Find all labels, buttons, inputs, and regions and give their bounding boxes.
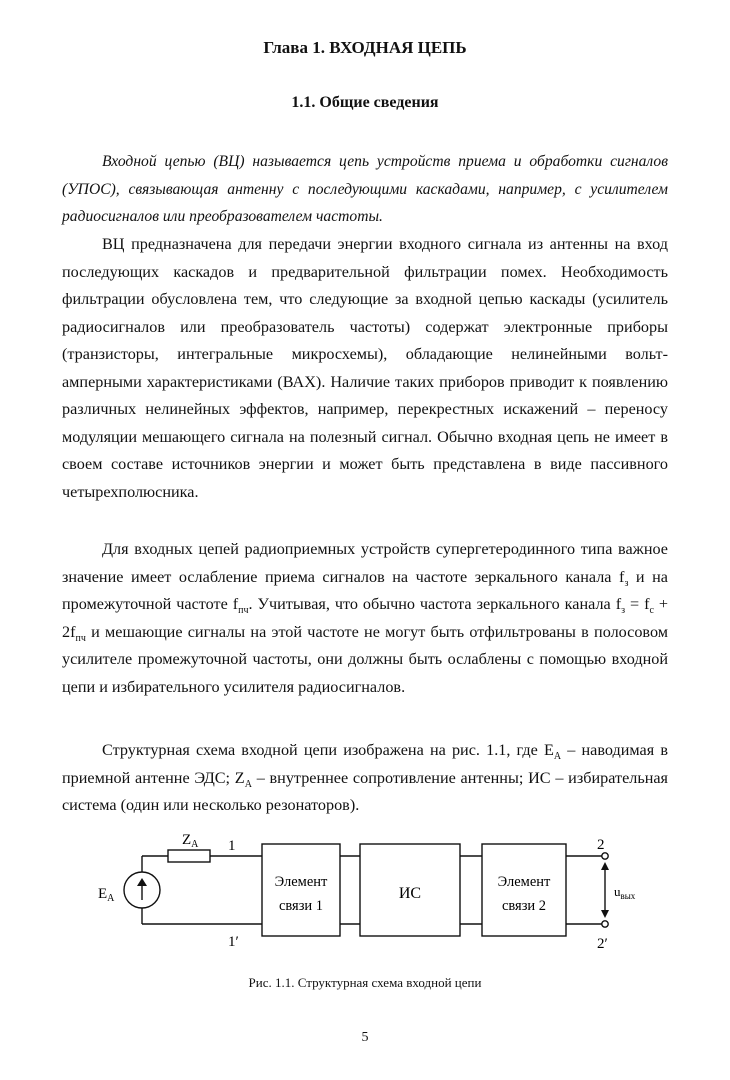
selective-system-label: ИС <box>398 885 422 902</box>
paragraph-purpose: ВЦ предназначена для передачи энергии входного сигнала из антенны на вход последующих каскадов и предварительной фильтрации помех. Необходимость фильтрации обусловлена тем, что следующие за входной цепью каскады (усилитель радиосигналов или преобразователь частоты) содержат электронные приборы (транзисторы, интегральные микросхемы), обладающие нелинейными вольт-амперными характеристиками (ВАХ). Наличие таких приборов приводит к появлению различных нелинейных эффектов, например, перекрестных искажений – переносу модуляции мешающего сигнала на полезный сигнал. Обычно входная цепь не имеет в своем составе источников энергии и может быть представлена в виде пассивного четырехполюсника. <box>62 235 668 501</box>
subscript-pch: пч <box>75 632 86 644</box>
page-number: 5 <box>361 1030 369 1045</box>
subscript-a: A <box>244 778 252 790</box>
section-title: 1.1. Общие сведения <box>291 94 439 111</box>
node-1p-label: 1′ <box>228 934 239 950</box>
arrowhead-down <box>601 910 609 918</box>
paragraph-image-channel <box>62 536 668 701</box>
coupling-block-1-label: связи 1 <box>278 898 324 914</box>
coupling-block-2-label: связи 2 <box>501 898 547 914</box>
paragraph-text: Для входных цепей радиоприемных устройств супергетеродинного типа важное значение имеет ослабление приема сигналов на частоте зеркального канала f <box>62 540 668 586</box>
coupling-block-1 <box>262 844 340 936</box>
output-terminal-2 <box>602 853 608 859</box>
output-terminal-2p <box>602 921 608 927</box>
subscript-c: с <box>649 605 654 617</box>
paragraph-text: – наводимая в приемной антенне ЭДС; Z <box>62 741 668 787</box>
source-arrowhead <box>137 878 147 886</box>
paragraph-text: + 2f <box>62 595 669 641</box>
arrowhead-up <box>601 862 609 870</box>
subscript-z: з <box>621 605 626 617</box>
node-2-label: 2 <box>597 837 605 853</box>
node-1-label: 1 <box>228 838 236 854</box>
paragraph-text: и на промежуточной частоте f <box>62 567 668 613</box>
paragraph-text: = f <box>625 595 650 613</box>
impedance-resistor <box>168 850 210 862</box>
paragraph-text: и мешающие сигналы на этой частоте не могут быть отфильтрованы в полосовом усилителе промежуточной частоты, они должны быть ослаблены с помощью входной цепи и избирательного усилителя радиосигналов. <box>62 622 668 696</box>
paragraph-structure <box>62 737 668 820</box>
node-2p-label: 2′ <box>597 936 608 952</box>
paragraph-text: Структурная схема входной цепи изображена на рис. 1.1, где E <box>102 741 554 759</box>
figure-caption: Рис. 1.1. Структурная схема входной цепи <box>248 975 482 990</box>
definition-paragraph: Входной цепью (ВЦ) называется цепь устройств приема и обработки сигналов (УПОС), связывающая антенну с последующими каскадами, например, с усилителем радиосигналов или преобразователем частоты. <box>62 153 668 225</box>
chapter-title: Глава 1. ВХОДНАЯ ЦЕПЬ <box>263 38 467 57</box>
block-diagram <box>90 826 650 962</box>
source-label: $E_A$ <box>98 886 115 904</box>
paragraph-text: – внутреннее сопротивление антенны; ИС – избирательная система (один или несколько резонаторов). <box>62 768 669 814</box>
coupling-block-1-label: Элемент <box>274 874 328 890</box>
paragraph-text: . Учитывая, что обычно частота зеркального канала f <box>248 595 622 613</box>
output-voltage-label: $u_{вых}$ <box>614 884 636 901</box>
coupling-block-2 <box>482 844 566 936</box>
subscript-pch: пч <box>238 605 249 617</box>
subscript-a: A <box>553 751 562 763</box>
impedance-label: $Z_A$ <box>182 832 199 850</box>
coupling-block-2-label: Элемент <box>497 874 551 890</box>
subscript-z: з <box>624 577 629 589</box>
